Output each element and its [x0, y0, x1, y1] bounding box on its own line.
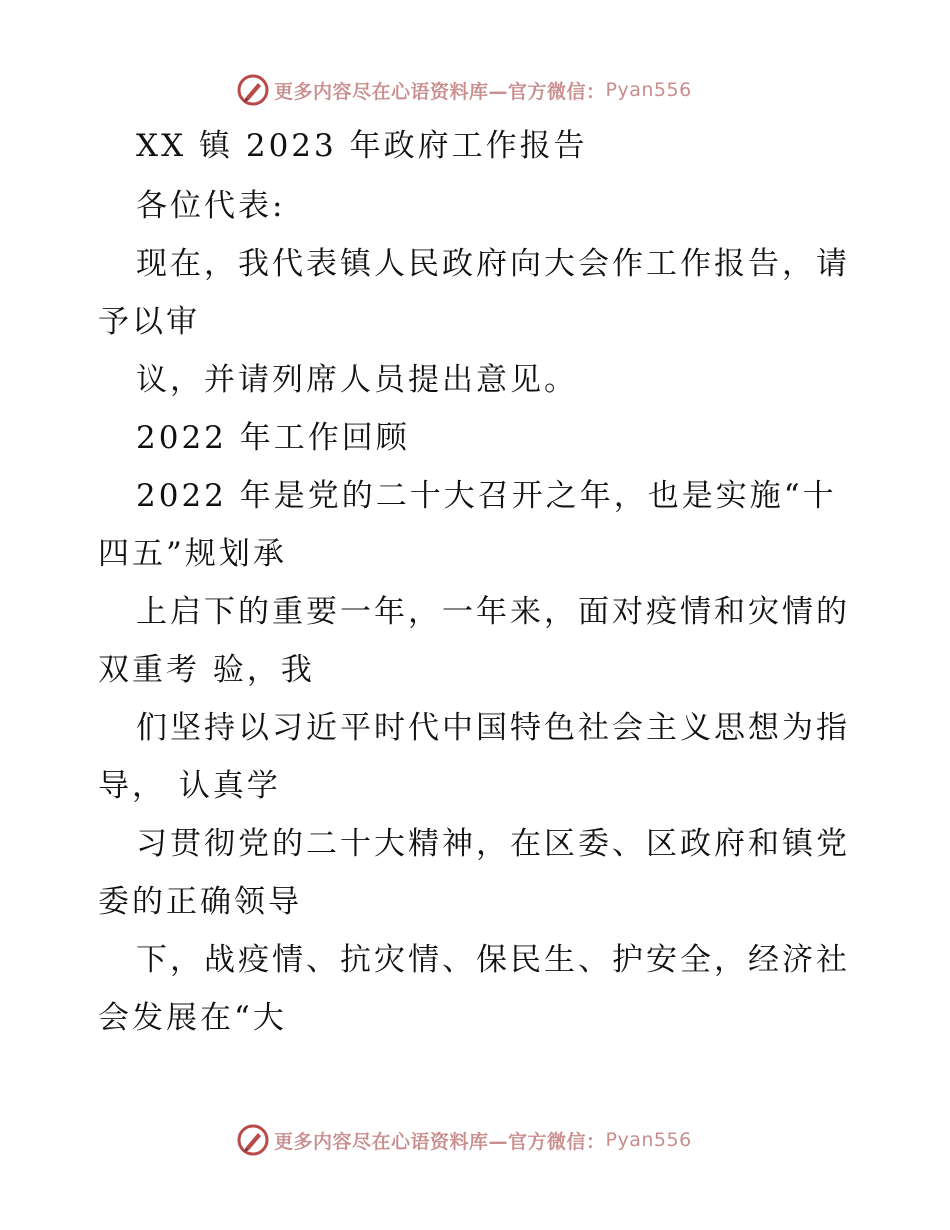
salutation: 各位代表: [136, 188, 286, 224]
paragraph-line: 们坚持以习近平时代中国特色社会主义思想为指 [136, 710, 850, 746]
paragraph-line: 2022 年是党的二十大召开之年，也是实施“十 [136, 478, 837, 514]
watermark-text: 更多内容尽在心语资料库—官方微信： [274, 80, 606, 103]
footer-watermark [236, 1122, 692, 1158]
watermark-text: 更多内容尽在心语资料库—官方微信： [274, 1130, 606, 1153]
pen-logo-icon [236, 73, 270, 107]
paragraph-line: 会发展在“大 [98, 1000, 287, 1036]
section-heading: 2022 年工作回顾 [136, 420, 410, 456]
paragraph-line: 现在，我代表镇人民政府向大会作工作报告，请 [136, 246, 850, 282]
paragraph-line: 下，战疫情、抗灾情、保民生、护安全，经济社 [136, 942, 850, 978]
paragraph-line: 四五”规划承 [98, 536, 287, 572]
header-watermark [236, 72, 692, 108]
paragraph-line: 双重考 验，我 [98, 652, 315, 688]
paragraph-line: 上启下的重要一年，一年来，面对疫情和灾情的 [136, 594, 850, 630]
watermark-wechat-id: Pyan556 [605, 1129, 692, 1151]
watermark-wechat-id: Pyan556 [605, 79, 692, 101]
paragraph-line: 委的正确领导 [98, 884, 302, 920]
paragraph-line: 予以审 [98, 304, 200, 340]
paragraph-line: 导， 认真学 [98, 768, 281, 804]
paragraph-line: 习贯彻党的二十大精神，在区委、区政府和镇党 [136, 826, 850, 862]
pen-logo-icon [236, 1123, 270, 1157]
document-title: XX 镇 2023 年政府工作报告 [136, 128, 588, 164]
paragraph-line: 议，并请列席人员提出意见。 [136, 362, 578, 398]
